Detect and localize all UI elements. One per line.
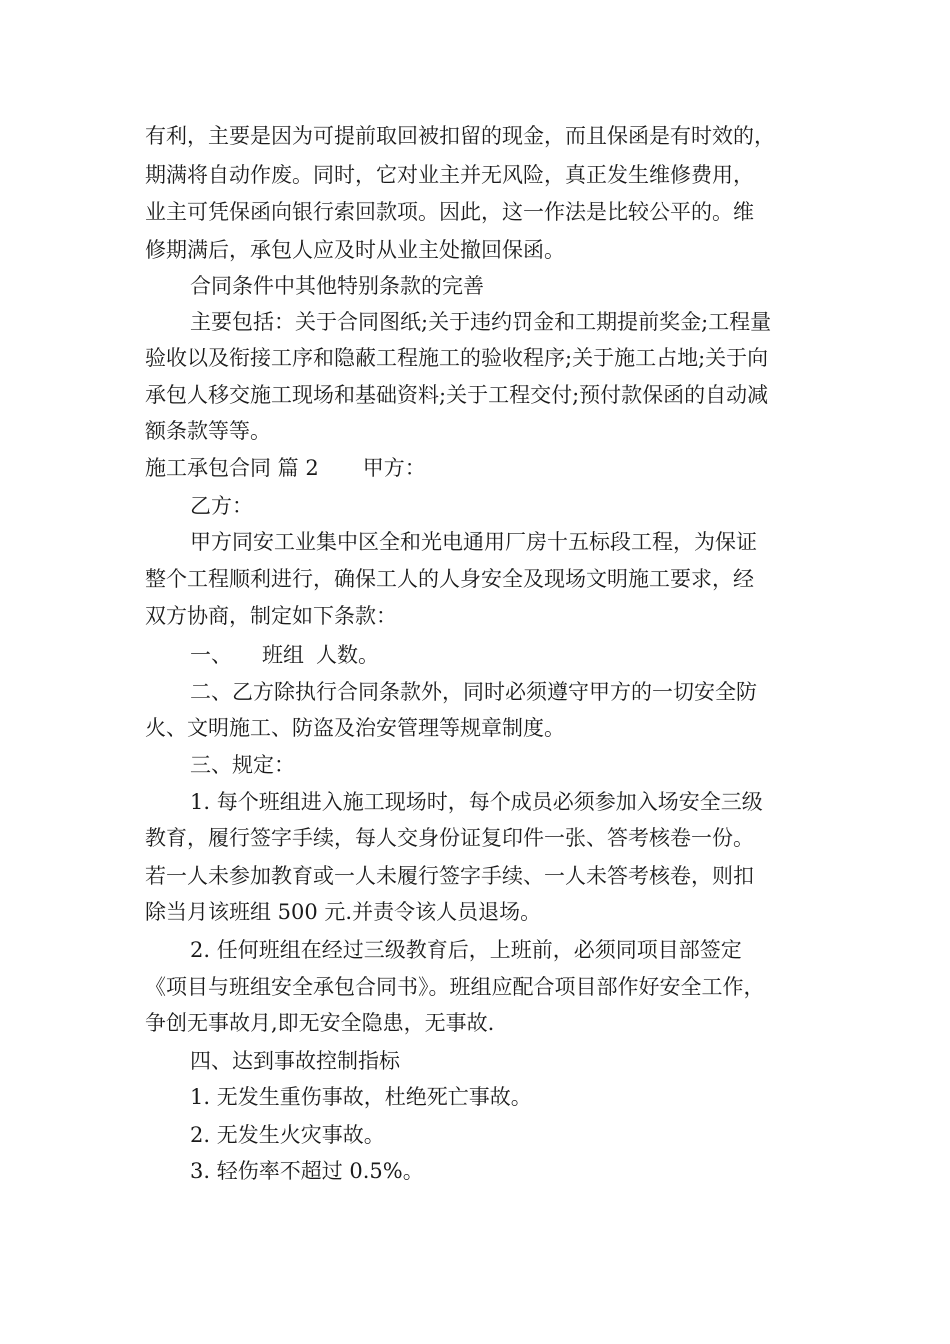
rule-line: 争创无事故月,即无安全隐患，无事故.	[145, 1011, 495, 1035]
contract-title: 施工承包合同 篇 2	[145, 456, 319, 480]
team-label: 班组	[262, 643, 304, 667]
target-item: 2. 无发生火灾事故。	[190, 1123, 385, 1147]
paragraph-line: 甲方同安工业集中区全和光电通用厂房十五标段工程，为保证	[190, 530, 757, 554]
target-item: 3. 轻伤率不超过 0.5%。	[190, 1159, 424, 1183]
clause-one	[190, 640, 379, 670]
paragraph-line: 修期满后，承包人应及时从业主处撤回保函。	[145, 238, 565, 262]
paragraph-line: 主要包括：关于合同图纸;关于违约罚金和工期提前奖金;工程量	[190, 310, 772, 334]
paragraph-line: 有利，主要是因为可提前取回被扣留的现金，而且保函是有时效的，	[145, 124, 775, 148]
paragraph-line: 承包人移交施工现场和基础资料;关于工程交付;预付款保函的自动减	[145, 383, 769, 407]
paragraph-line: 二、乙方除执行合同条款外，同时必须遵守甲方的一切安全防	[190, 680, 757, 704]
rule-line: 教育，履行签字手续，每人交身份证复印件一张、答考核卷一份。	[145, 826, 754, 850]
party-b-label: 乙方：	[190, 494, 253, 518]
clause-four: 四、达到事故控制指标	[190, 1049, 400, 1073]
rule-line: 《项目与班组安全承包合同书》。班组应配合项目部作好安全工作，	[145, 975, 765, 999]
paragraph-line: 整个工程顺利进行，确保工人的人身安全及现场文明施工要求，经	[145, 567, 754, 591]
paragraph-line: 业主可凭保函向银行索回款项。因此，这一作法是比较公平的。维	[145, 200, 754, 224]
contract-heading	[145, 453, 426, 483]
rule-line: 2. 任何班组在经过三级教育后，上班前，必须同项目部签定	[190, 938, 742, 962]
rule-line: 1. 每个班组进入施工现场时，每个成员必须参加入场安全三级	[190, 790, 763, 814]
section-heading: 合同条件中其他特别条款的完善	[190, 274, 484, 298]
paragraph-line: 双方协商，制定如下条款：	[145, 604, 397, 628]
rule-line: 除当月该班组 500 元.并责令该人员退场。	[145, 900, 542, 924]
paragraph-line: 火、文明施工、防盗及治安管理等规章制度。	[145, 716, 565, 740]
clause-three: 三、规定：	[190, 753, 295, 777]
paragraph-line: 额条款等等。	[145, 419, 271, 443]
paragraph-line: 期满将自动作废。同时，它对业主并无风险，真正发生维修费用，	[145, 163, 754, 187]
rule-line: 若一人未参加教育或一人未履行签字手续、一人未答考核卷，则扣	[145, 864, 754, 888]
target-item: 1. 无发生重伤事故，杜绝死亡事故。	[190, 1085, 532, 1109]
count-label: 人数。	[316, 643, 379, 667]
paragraph-line: 验收以及衔接工序和隐蔽工程施工的验收程序;关于施工占地;关于向	[145, 346, 769, 370]
party-a-label: 甲方：	[362, 456, 426, 480]
clause-number: 一、	[190, 643, 232, 667]
